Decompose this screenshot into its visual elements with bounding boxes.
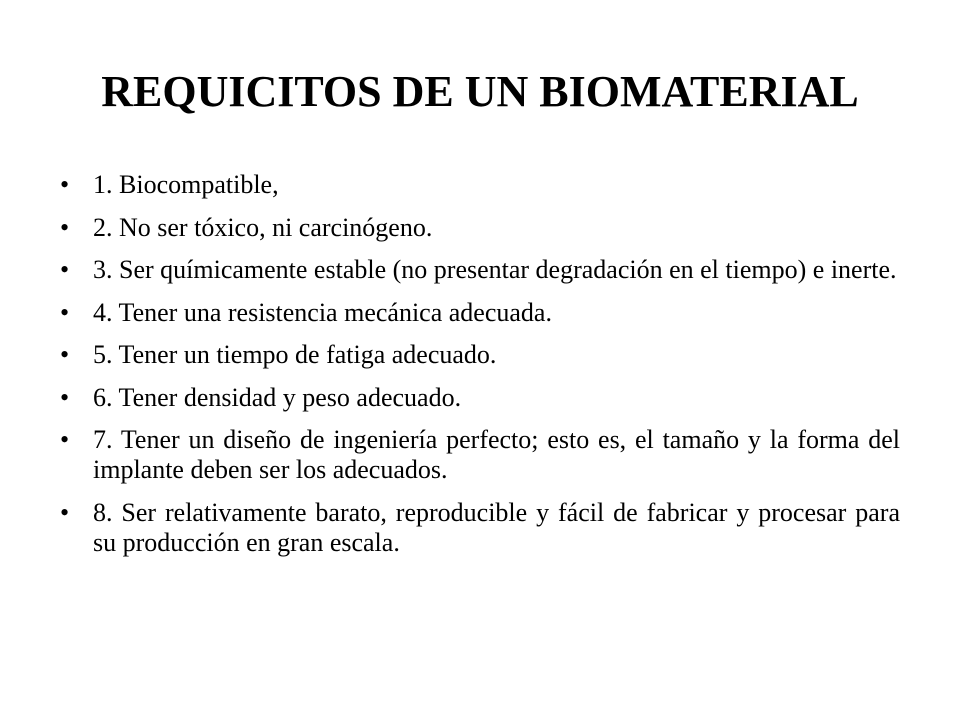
bullet-icon: • (60, 170, 70, 199)
list-item-text: 6. Tener densidad y peso adecuado. (93, 382, 462, 412)
list-item-text: 2. No ser tóxico, ni carcinógeno. (93, 212, 433, 242)
list-item-text: 7. Tener un diseño de ingeniería perfecto; esto es, el tamaño y la forma del implante deben ser los adecuados. (93, 425, 900, 484)
slide-title: REQUICITOS DE UN BIOMATERIAL (101, 67, 859, 116)
bullet-icon: • (60, 425, 70, 454)
bullet-icon: • (60, 340, 70, 369)
list-item (60, 383, 900, 413)
list-item (60, 213, 900, 243)
bullet-icon: • (60, 212, 70, 242)
list-item-text: 3. Ser químicamente estable (no presentar degradación en el tiempo) e inerte. (93, 255, 897, 284)
list-item-text: 8. Ser relativamente barato, reproducible y fácil de fabricar y procesar para su producción en gran escala. (93, 497, 900, 557)
list-item (60, 340, 900, 370)
list-item (60, 255, 900, 285)
list-item (60, 498, 900, 558)
bullet-icon: • (60, 297, 70, 327)
bullet-list (60, 170, 900, 570)
list-item (60, 298, 900, 328)
list-item-text: 5. Tener un tiempo de fatiga adecuado. (93, 340, 497, 369)
list-item (60, 425, 900, 485)
bullet-icon: • (60, 497, 70, 527)
bullet-icon: • (60, 255, 70, 284)
list-item (60, 170, 900, 200)
bullet-icon: • (60, 382, 70, 412)
list-item-text: 4. Tener una resistencia mecánica adecuada. (93, 297, 552, 327)
list-item-text: 1. Biocompatible, (93, 170, 279, 199)
